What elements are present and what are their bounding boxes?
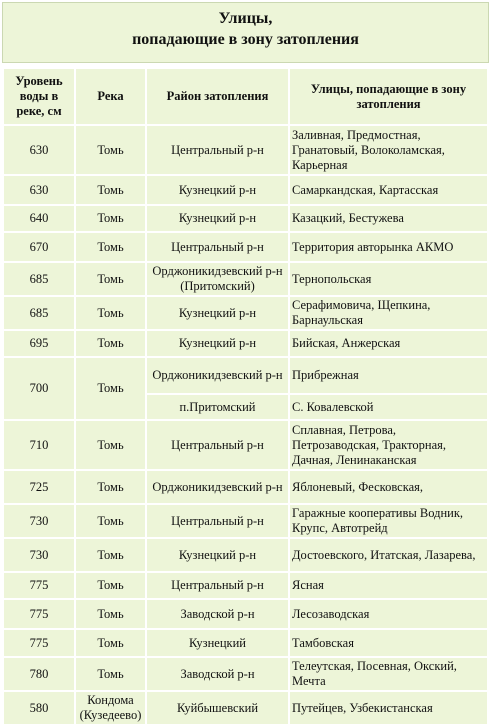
title-line-2: попадающие в зону затопления: [132, 31, 359, 48]
cell-level: 685: [4, 263, 74, 295]
cell-streets: Тернопольская: [290, 263, 487, 295]
cell-river: Томь: [76, 505, 145, 537]
cell-river: Томь: [76, 233, 145, 261]
title-box: [2, 2, 489, 63]
cell-level: 630: [4, 126, 74, 174]
cell-streets: Казацкий, Бестужева: [290, 206, 487, 231]
cell-district: Заводской р-н: [147, 658, 288, 690]
header-water-level: Уровень воды в реке, см: [4, 69, 74, 124]
cell-district: Кузнецкий р-н: [147, 206, 288, 231]
cell-level: 775: [4, 573, 74, 598]
header-district: Район затопления: [147, 69, 288, 124]
cell-level: 730: [4, 505, 74, 537]
cell-district: Кузнецкий р-н: [147, 297, 288, 329]
cell-streets: Путейцев, Узбекистанская: [290, 692, 487, 724]
cell-river: Кондома (Кузедеево): [76, 692, 145, 724]
cell-district: Орджоникидзевский р-н: [147, 471, 288, 503]
cell-river: Томь: [76, 573, 145, 598]
table-row: [4, 233, 487, 261]
cell-streets: Территория авторынка АКМО: [290, 233, 487, 261]
cell-district: Кузнецкий р-н: [147, 331, 288, 356]
cell-level: 695: [4, 331, 74, 356]
cell-district: Центральный р-н: [147, 233, 288, 261]
cell-streets: Ясная: [290, 573, 487, 598]
cell-streets: Гаражные кооперативы Водник, Крупс, Автотрейд: [290, 505, 487, 537]
cell-district: Центральный р-н: [147, 573, 288, 598]
cell-level: 725: [4, 471, 74, 503]
cell-level: 700: [4, 358, 74, 419]
table-row: [4, 505, 487, 537]
table-row: [4, 573, 487, 598]
cell-streets: Серафимовича, Щепкина, Барнаульская: [290, 297, 487, 329]
table-row: [4, 263, 487, 295]
table-row: [4, 331, 487, 356]
cell-district: Куйбышевский: [147, 692, 288, 724]
cell-district: п.Притомский: [147, 395, 288, 419]
cell-district: Центральный р-н: [147, 505, 288, 537]
cell-river: Томь: [76, 331, 145, 356]
cell-streets: Яблоневый, Фесковская,: [290, 471, 487, 503]
cell-level: 780: [4, 658, 74, 690]
cell-level: 630: [4, 176, 74, 204]
cell-streets: Прибрежная: [290, 358, 487, 393]
cell-river: Томь: [76, 126, 145, 174]
header-river: Река: [76, 69, 145, 124]
cell-streets: С. Ковалевской: [290, 395, 487, 419]
cell-streets: Заливная, Предмостная, Гранатовый, Волоколамская, Карьерная: [290, 126, 487, 174]
cell-streets: Сплавная, Петрова, Петрозаводская, Тракторная, Дачная, Ленинаканская: [290, 421, 487, 469]
cell-river: Томь: [76, 600, 145, 628]
cell-river: Томь: [76, 630, 145, 656]
cell-district: Центральный р-н: [147, 421, 288, 469]
cell-river: Томь: [76, 539, 145, 571]
cell-river: Томь: [76, 471, 145, 503]
cell-district: Кузнецкий р-н: [147, 539, 288, 571]
table-header-row: [4, 69, 487, 124]
cell-district: Кузнецкий: [147, 630, 288, 656]
cell-level: 640: [4, 206, 74, 231]
cell-streets: Самаркандская, Картасская: [290, 176, 487, 204]
title-line-1: Улицы,: [218, 10, 273, 27]
cell-river: Томь: [76, 421, 145, 469]
cell-level: 580: [4, 692, 74, 724]
table-row: [4, 176, 487, 204]
table-row: [4, 630, 487, 656]
table-row: [4, 297, 487, 329]
cell-river: Томь: [76, 176, 145, 204]
table-row: [4, 539, 487, 571]
cell-district: Заводской р-н: [147, 600, 288, 628]
cell-river: Томь: [76, 658, 145, 690]
cell-district: Кузнецкий р-н: [147, 176, 288, 204]
table-row: [4, 692, 487, 724]
cell-district: Орджоникидзевский р-н: [147, 358, 288, 393]
cell-river: Томь: [76, 263, 145, 295]
table-row: [4, 471, 487, 503]
table-row: [4, 126, 487, 174]
cell-streets: Тамбовская: [290, 630, 487, 656]
cell-streets: Бийская, Анжерская: [290, 331, 487, 356]
table-row: [4, 206, 487, 231]
cell-district: Орджоникидзевский р-н (Притомский): [147, 263, 288, 295]
cell-level: 775: [4, 630, 74, 656]
cell-level: 730: [4, 539, 74, 571]
cell-streets: Достоевского, Итатская, Лазарева,: [290, 539, 487, 571]
cell-level: 685: [4, 297, 74, 329]
cell-river: Томь: [76, 206, 145, 231]
cell-district: Центральный р-н: [147, 126, 288, 174]
cell-level: 710: [4, 421, 74, 469]
table-row: [4, 658, 487, 690]
table-row: [4, 358, 487, 393]
cell-river: Томь: [76, 297, 145, 329]
cell-streets: Лесозаводская: [290, 600, 487, 628]
table-row: [4, 421, 487, 469]
cell-level: 775: [4, 600, 74, 628]
table-row: [4, 600, 487, 628]
cell-level: 670: [4, 233, 74, 261]
cell-river: Томь: [76, 358, 145, 419]
header-streets: Улицы, попадающие в зону затопления: [290, 69, 487, 124]
flood-streets-table: [2, 67, 489, 726]
cell-streets: Телеутская, Посевная, Окский, Мечта: [290, 658, 487, 690]
